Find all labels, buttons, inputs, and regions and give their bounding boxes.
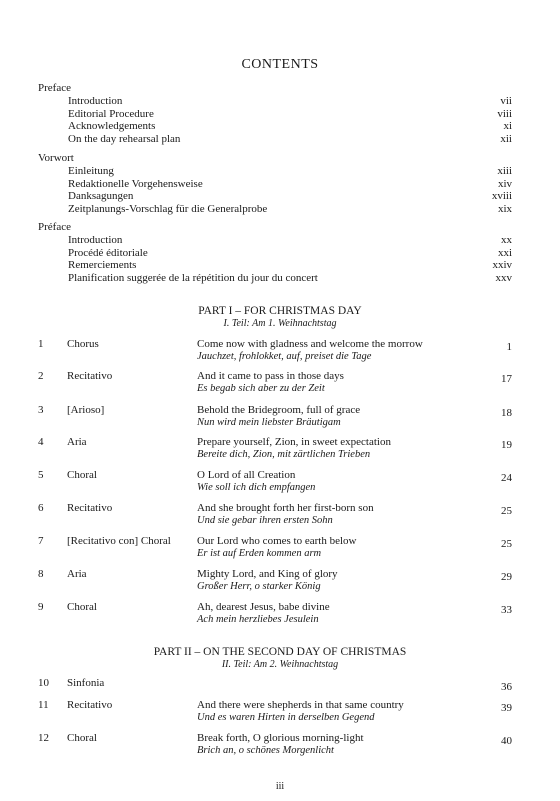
movement-title-english: Break forth, O glorious morning-light: [197, 732, 364, 744]
movement-page: 29: [501, 571, 512, 583]
movement-number: 12: [38, 732, 49, 744]
movement-type: Aria: [67, 436, 87, 448]
movement-title-german: Bereite dich, Zion, mit zärtlichen Trieben: [197, 449, 371, 460]
movement-number: 5: [38, 469, 44, 481]
part-subtitle: I. Teil: Am 1. Weihnachtstag: [223, 318, 337, 329]
movement-number: 2: [38, 370, 44, 382]
part-heading: [0, 645, 560, 671]
movement-title-english: And there were shepherds in that same country: [197, 699, 404, 711]
movement-title-german: Ach mein herzliebes Jesulein: [197, 614, 319, 625]
toc-page: xii: [500, 132, 512, 145]
movement-type: Recitativo: [67, 699, 113, 711]
toc-label: Planification suggerée de la répétition du jour du concert: [68, 271, 318, 284]
toc-page: xxv: [495, 271, 512, 284]
toc-label: Introduction: [68, 95, 123, 107]
toc-page: xxi: [497, 246, 512, 259]
page-title: CONTENTS: [241, 57, 319, 72]
movement-page: 18: [501, 407, 512, 419]
movement-page: 33: [501, 604, 512, 616]
movement-page: 19: [501, 439, 512, 451]
movement-page: 25: [501, 505, 512, 517]
toc-page: xiv: [497, 177, 512, 190]
toc-row: [38, 108, 512, 121]
movement-number: 6: [38, 502, 44, 514]
movement-title-english: And it came to pass in those days: [197, 370, 344, 382]
movement-title-english: Ah, dearest Jesus, babe divine: [197, 601, 330, 613]
movement-page: 17: [501, 373, 512, 385]
movement-title-english: And she brought forth her first-born son: [197, 502, 374, 514]
toc-row: [38, 165, 512, 178]
toc-row: [38, 190, 512, 203]
movement-page: 39: [501, 702, 512, 714]
movement-number: 1: [38, 338, 44, 350]
part-title: PART I – FOR CHRISTMAS DAY: [198, 305, 362, 317]
toc-page: viii: [497, 107, 512, 120]
movement-title-english: O Lord of all Creation: [197, 469, 296, 481]
toc-label: Zeitplanungs-Vorschlag für die Generalprobe: [68, 202, 268, 215]
toc-row: [38, 95, 512, 108]
movement-type: [Recitativo con] Choral: [67, 535, 171, 547]
toc-label: Danksagungen: [68, 190, 134, 202]
toc-page: vii: [500, 95, 512, 107]
toc-row: [38, 133, 512, 146]
movement-page: 36: [501, 681, 512, 693]
movement-number: 7: [38, 535, 44, 547]
movement-title-german: Er ist auf Erden kommen arm: [197, 548, 322, 559]
toc-page: xix: [497, 202, 512, 215]
toc-label: Remerciements: [68, 259, 137, 271]
movement-type: Chorus: [67, 338, 99, 350]
section-heading: Préface: [38, 221, 71, 233]
movement-title-english: Our Lord who comes to earth below: [197, 535, 357, 547]
movement-title-german: Jauchzet, frohlokket, auf, preiset die Tage: [197, 351, 372, 362]
movement-number: 11: [38, 699, 49, 711]
toc-label: Acknowledgements: [68, 120, 156, 132]
toc-row: [38, 120, 512, 133]
toc-row: [38, 247, 512, 260]
section-heading: Preface: [38, 82, 71, 94]
part-heading: [0, 304, 560, 330]
movement-type: Sinfonia: [67, 677, 105, 689]
toc-label: Introduction: [68, 234, 123, 246]
part-subtitle: II. Teil: Am 2. Weihnachtstag: [221, 659, 339, 670]
toc-row: [38, 203, 512, 216]
toc-label: On the day rehearsal plan: [68, 132, 181, 145]
toc-page: xviii: [491, 190, 512, 202]
movement-title-english: Behold the Bridegroom, full of grace: [197, 404, 361, 416]
section-preface-fr: [38, 220, 512, 284]
toc-label: Procédé éditoriale: [68, 246, 148, 259]
toc-label: Editorial Procedure: [68, 107, 154, 120]
movement-title-german: Und es waren Hirten in derselben Gegend: [197, 712, 375, 723]
toc-page: xi: [503, 120, 512, 132]
movement-title-english: Prepare yourself, Zion, in sweet expectation: [197, 436, 391, 448]
toc-row: [38, 259, 512, 272]
movement-number: 8: [38, 568, 44, 580]
movement-type: Choral: [67, 469, 97, 481]
movement-title-german: Nun wird mein liebster Bräutigam: [197, 417, 341, 428]
page-folio: iii: [275, 781, 285, 792]
movement-title-german: Großer Herr, o starker König: [197, 581, 321, 592]
movement-type: Choral: [67, 732, 97, 744]
movement-title-german: Wie soll ich dich empfangen: [197, 482, 316, 493]
movement-type: Choral: [67, 601, 97, 613]
movement-title-german: Es begab sich aber zu der Zeit: [197, 383, 325, 394]
movement-type: Aria: [67, 568, 87, 580]
movement-type: Recitativo: [67, 370, 113, 382]
toc-label: Einleitung: [68, 165, 114, 177]
movement-page: 25: [501, 538, 512, 550]
movement-title-english: Come now with gladness and welcome the morrow: [197, 338, 423, 350]
toc-page: xxiv: [492, 259, 512, 271]
movement-title-german: Brich an, o schönes Morgenlicht: [197, 745, 334, 756]
toc-row: [38, 272, 512, 285]
section-preface: [38, 81, 512, 145]
movement-number: 9: [38, 601, 44, 613]
toc-label: Redaktionelle Vorgehensweise: [68, 177, 203, 190]
movement-number: 10: [38, 677, 49, 689]
toc-row: [38, 178, 512, 191]
toc-page: xx: [501, 234, 512, 246]
movement-type: Recitativo: [67, 502, 113, 514]
movement-title-german: Und sie gebar ihren ersten Sohn: [197, 515, 333, 526]
toc-page: xiii: [497, 165, 512, 177]
movement-page: 1: [506, 341, 512, 353]
movement-number: 3: [38, 404, 44, 416]
section-vorwort: [38, 151, 512, 215]
part-title: PART II – ON THE SECOND DAY OF CHRISTMAS: [153, 646, 407, 658]
toc-row: [38, 234, 512, 247]
movement-page: 40: [501, 735, 512, 747]
movement-page: 24: [501, 472, 512, 484]
movement-type: [Arioso]: [67, 404, 105, 416]
section-heading: Vorwort: [38, 152, 74, 164]
movement-title-english: Mighty Lord, and King of glory: [197, 568, 338, 580]
movement-number: 4: [38, 436, 44, 448]
